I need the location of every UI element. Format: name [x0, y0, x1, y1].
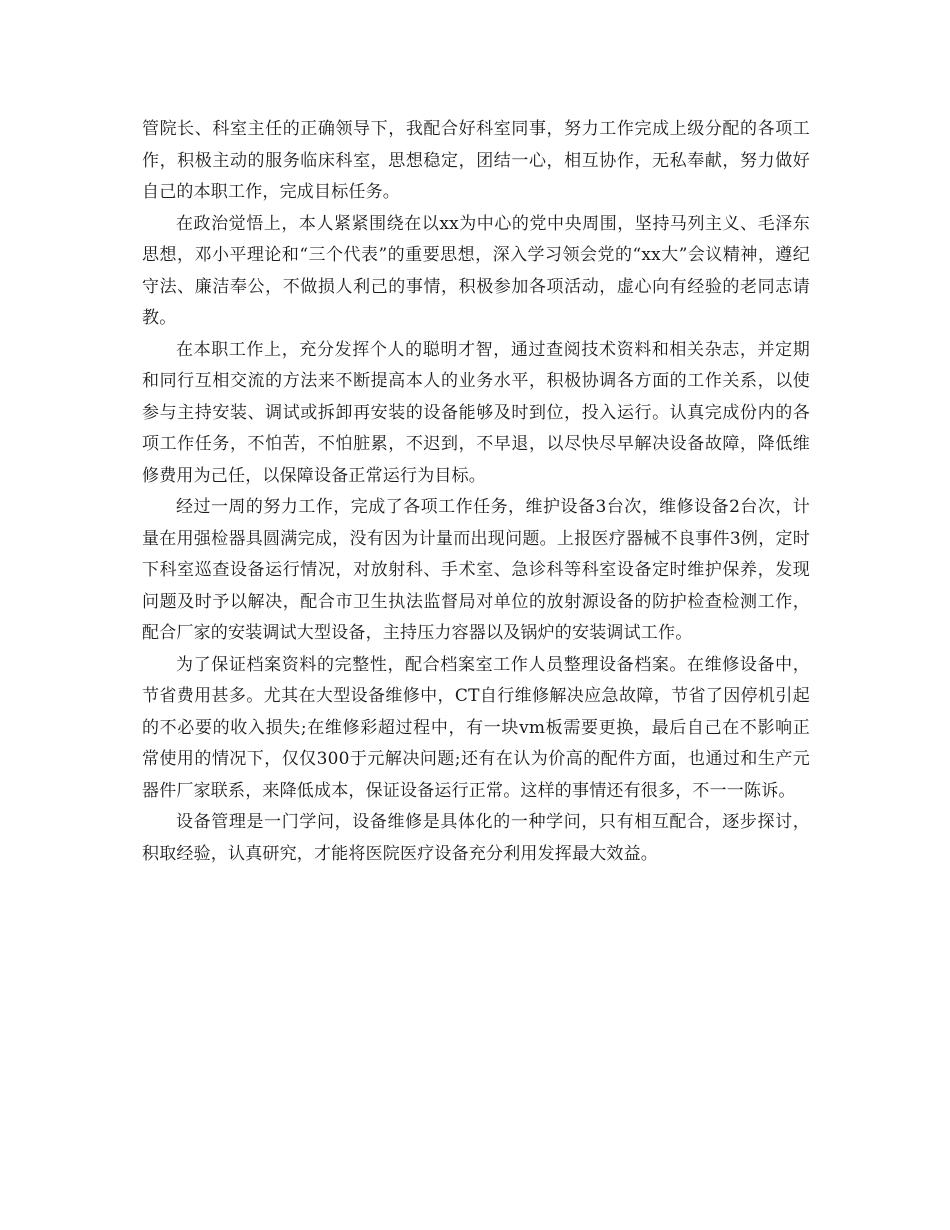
paragraph-achievements: 经过一周的努力工作，完成了各项工作任务，维护设备3台次，维修设备2台次，计量在用强检器具圆满完成，没有因为计量而出现问题。上报医疗器械不良事件3例，定时下科室巡查设备运行情况，对放射科、手术室、急诊科等科室设备定时维护保养，发现问题及时予以解决，配合市卫生执法监督局对单位的放射源设备的防护检查检测工作，配合厂家的安装调试大型设备，主持压力容器以及锅炉的安装调试工作。	[142, 497, 810, 643]
paragraph-archives-savings: 为了保证档案资料的完整性，配合档案室工作人员整理设备档案。在维修设备中，节省费用甚多。尤其在大型设备维修中，CT自行维修解决应急故障，节省了因停机引起的不必要的收入损失;在维修彩超过程中，有一块vm板需要更换，最后自己在不影响正常使用的情况下，仅仅300于元解决问题;还有在认为价高的配件方面，也通过和生产元器件厂家联系，来降低成本，保证设备运行正常。这样的事情还有很多，不一一陈诉。	[142, 654, 810, 801]
paragraph-conclusion: 设备管理是一门学问，设备维修是具体化的一种学问，只有相互配合，逐步探讨，积取经验，认真研究，才能将医院医疗设备充分利用发挥最大效益。	[142, 812, 810, 864]
paragraph-duties: 在本职工作上，充分发挥个人的聪明才智，通过查阅技术资料和相关杂志，并定期和同行互相交流的方法来不断提高本人的业务水平，积极协调各方面的工作关系，以使参与主持安装、调试或拆卸再安装的设备能够及时到位，投入运行。认真完成份内的各项工作任务，不怕苦，不怕脏累，不迟到，不早退，以尽快尽早解决设备故障，降低维修费用为己任，以保障设备正常运行为目标。	[142, 339, 810, 486]
paragraph-political: 在政治觉悟上，本人紧紧围绕在以xx为中心的党中央周围，坚持马列主义、毛泽东思想，邓小平理论和“三个代表”的重要思想，深入学习领会党的“xx大”会议精神，遵纪守法、廉洁奉公，不做损人利己的事情，积极参加各项活动，虚心向有经验的老同志请教。	[142, 213, 810, 328]
paragraph-intro: 管院长、科室主任的正确领导下，我配合好科室同事，努力工作完成上级分配的各项工作，积极主动的服务临床科室，思想稳定，团结一心，相互协作，无私奉献，努力做好自己的本职工作，完成目标任务。	[142, 119, 810, 202]
document-body	[142, 114, 810, 870]
